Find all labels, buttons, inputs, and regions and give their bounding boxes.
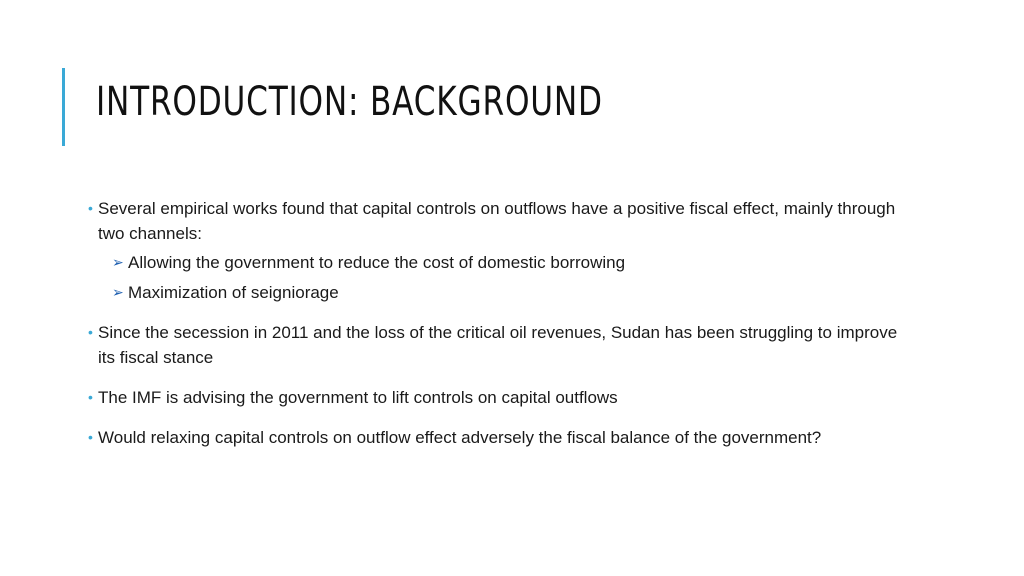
bullet-item	[88, 196, 908, 305]
sub-bullet-text: Allowing the government to reduce the cost of domestic borrowing	[128, 253, 626, 272]
sub-bullet-text: Maximization of seigniorage	[128, 283, 339, 302]
bullet-item	[88, 425, 908, 450]
slide-title: INTRODUCTION: BACKGROUND	[96, 79, 603, 125]
arrow-bullet-icon: ➢	[112, 254, 124, 270]
arrow-bullet-icon: ➢	[112, 284, 124, 300]
bullet-text: The IMF is advising the government to lift controls on capital outflows	[98, 388, 618, 407]
sub-bullet-list	[98, 250, 908, 305]
slide-content	[88, 196, 908, 465]
bullet-item	[88, 385, 908, 410]
bullet-dot-icon: •	[88, 389, 93, 405]
bullet-dot-icon: •	[88, 429, 93, 445]
bullet-dot-icon: •	[88, 200, 93, 216]
bullet-text: Since the secession in 2011 and the loss of the critical oil revenues, Sudan has been struggling to improve its fiscal stance	[98, 323, 898, 367]
bullet-dot-icon: •	[88, 324, 93, 340]
bullet-item	[88, 320, 908, 370]
bullet-text: Several empirical works found that capital controls on outflows have a positive fiscal effect, mainly through two channels:	[98, 199, 896, 243]
sub-bullet-item	[98, 250, 908, 275]
title-accent-bar	[62, 68, 65, 146]
sub-bullet-item	[98, 280, 908, 305]
bullet-text: Would relaxing capital controls on outflow effect adversely the fiscal balance of the government?	[98, 428, 822, 447]
